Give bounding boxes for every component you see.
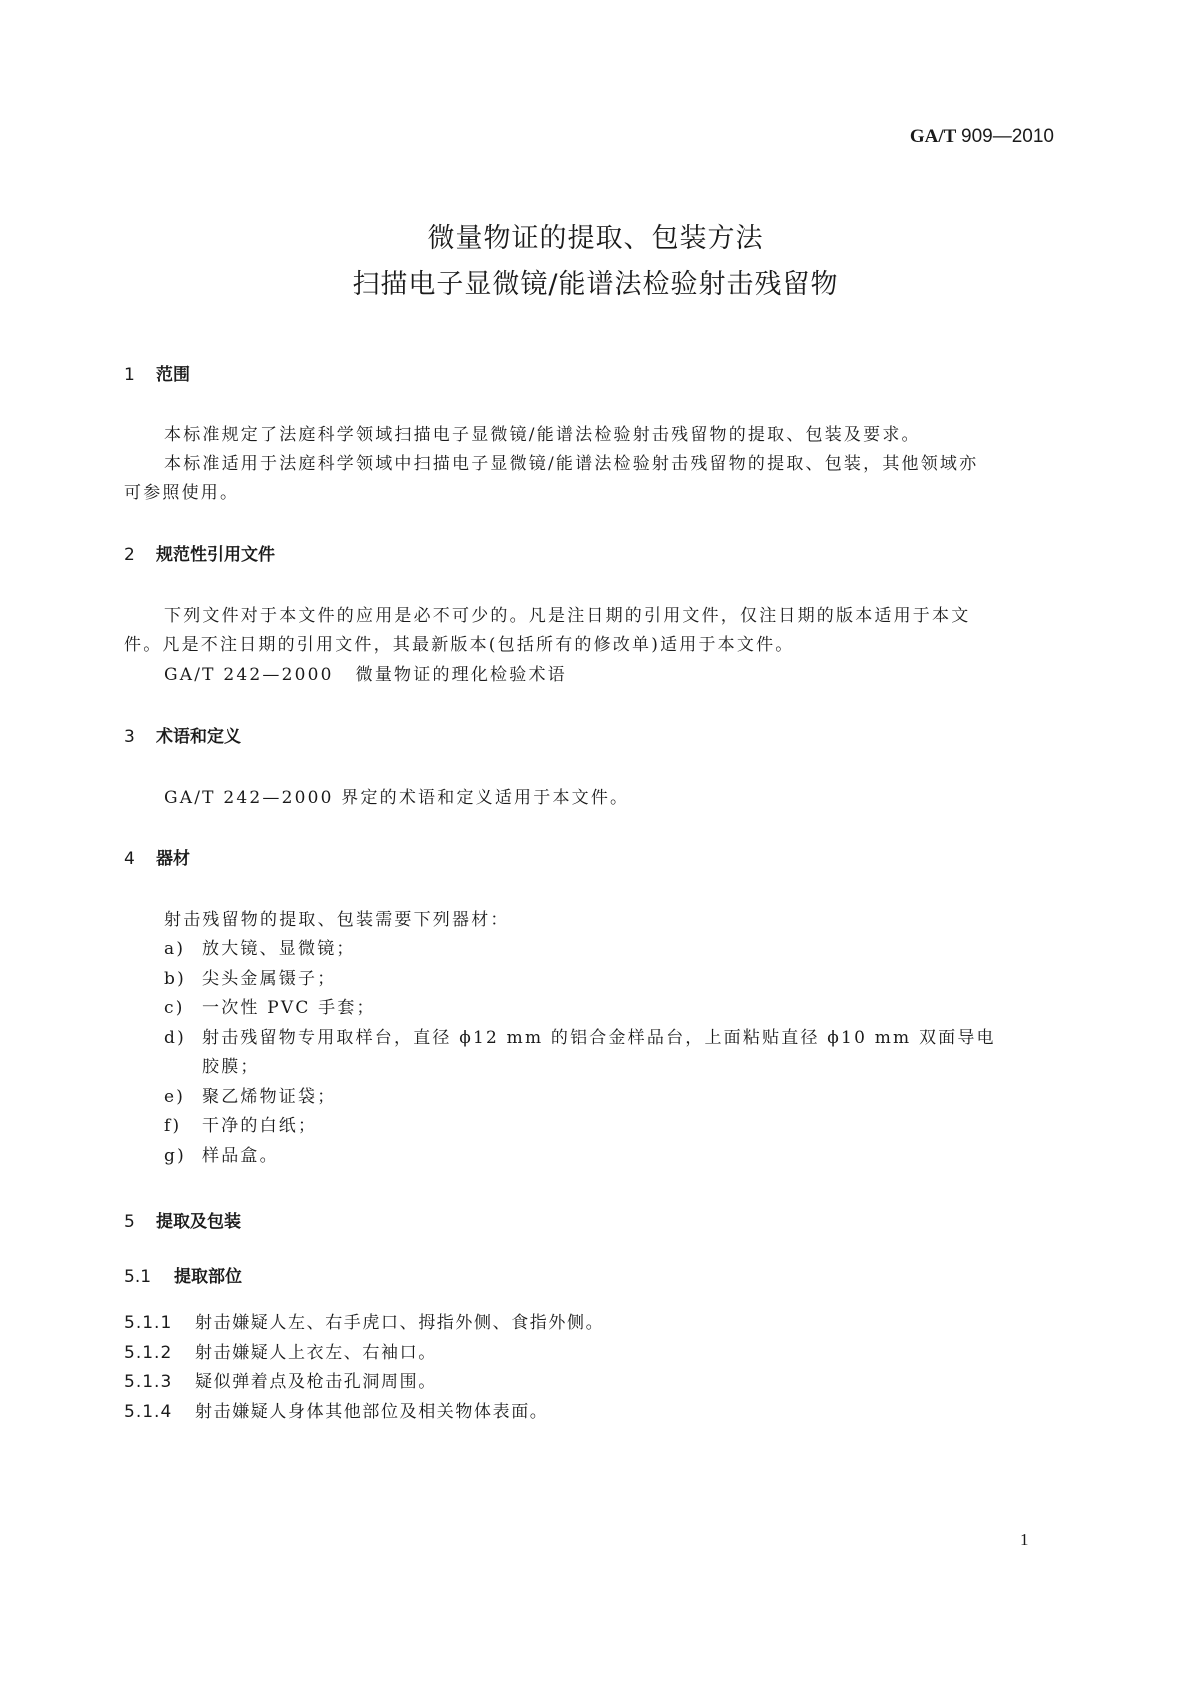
list-item	[164, 1023, 996, 1048]
list-label: a)	[164, 939, 186, 959]
list-item-continuation: 胶膜；	[202, 1057, 260, 1077]
section-title: 器材	[156, 849, 190, 869]
list-label: c)	[164, 998, 185, 1018]
list-label: e)	[164, 1087, 186, 1107]
standard-prefix: GA/T	[909, 126, 957, 147]
section-heading-1	[124, 360, 190, 385]
section-number: 4	[124, 849, 135, 869]
paragraph: 本标准规定了法庭科学领域扫描电子显微镜/能谱法检验射击残留物的提取、包装及要求。	[164, 425, 921, 445]
list-item	[164, 964, 336, 989]
subsection-number: 5.1	[124, 1267, 152, 1287]
section-title: 范围	[156, 365, 190, 385]
list-item	[164, 993, 376, 1018]
clause-number: 5.1.2	[124, 1343, 173, 1363]
clause-5-1-3	[124, 1367, 437, 1392]
list-item	[164, 1082, 336, 1107]
section-number: 1	[124, 365, 135, 385]
normative-reference	[164, 660, 567, 685]
paragraph: 射击残留物的提取、包装需要下列器材：	[164, 910, 510, 930]
section-number: 5	[124, 1212, 135, 1232]
clause-number: 5.1.3	[124, 1372, 173, 1392]
section-title: 提取及包装	[156, 1212, 241, 1232]
list-text: 尖头金属镊子；	[202, 969, 337, 989]
paragraph-continuation: 可参照使用。	[124, 483, 240, 503]
paragraph: 本标准适用于法庭科学领域中扫描电子显微镜/能谱法检验射击残留物的提取、包装，其他领域亦	[164, 454, 979, 474]
list-text: 放大镜、显微镜；	[202, 939, 356, 959]
subsection-title: 提取部位	[174, 1267, 242, 1287]
clause-5-1-1	[124, 1308, 604, 1333]
standard-code	[910, 126, 1054, 148]
list-text: 样品盒。	[202, 1146, 279, 1166]
subsection-heading-5-1	[124, 1262, 242, 1287]
clause-text: 射击嫌疑人上衣左、右袖口。	[195, 1343, 437, 1363]
clause-5-1-4	[124, 1397, 548, 1422]
section-heading-3	[124, 722, 241, 747]
clause-text: 射击嫌疑人左、右手虎口、拇指外侧、食指外侧。	[195, 1313, 605, 1333]
clause-5-1-2	[124, 1338, 437, 1363]
clause-text: 疑似弹着点及枪击孔洞周围。	[195, 1372, 437, 1392]
list-item	[164, 934, 356, 959]
paragraph: GA/T 242—2000 界定的术语和定义适用于本文件。	[164, 788, 630, 808]
list-label: d)	[164, 1028, 186, 1048]
paragraph: 下列文件对于本文件的应用是必不可少的。凡是注日期的引用文件，仅注日期的版本适用于本文	[164, 606, 971, 626]
section-heading-4	[124, 844, 190, 869]
list-label: g)	[164, 1146, 186, 1166]
section-number: 2	[124, 545, 135, 565]
list-item	[164, 1141, 279, 1166]
list-text: 一次性 PVC 手套；	[202, 998, 376, 1018]
list-text: 聚乙烯物证袋；	[202, 1087, 337, 1107]
list-item	[164, 1111, 317, 1136]
list-text: 射击残留物专用取样台，直径 ϕ12 mm 的铝合金样品台，上面粘贴直径 ϕ10 mm 双面导电	[202, 1028, 996, 1048]
reference-code: GA/T 242—2000	[164, 665, 334, 685]
clause-text: 射击嫌疑人身体其他部位及相关物体表面。	[195, 1402, 549, 1422]
section-heading-2	[124, 540, 275, 565]
clause-number: 5.1.1	[124, 1313, 173, 1333]
list-label: b)	[164, 969, 186, 989]
section-title: 术语和定义	[156, 727, 241, 747]
paragraph-continuation: 件。凡是不注日期的引用文件，其最新版本(包括所有的修改单)适用于本文件。	[124, 635, 795, 655]
list-label: f)	[164, 1116, 182, 1136]
section-title: 规范性引用文件	[156, 545, 275, 565]
standard-number: 909—2010	[961, 126, 1054, 147]
section-heading-5	[124, 1207, 241, 1232]
section-number: 3	[124, 727, 135, 747]
document-title-line1: 微量物证的提取、包装方法	[427, 223, 764, 254]
document-title-line2: 扫描电子显微镜/能谱法检验射击残留物	[352, 269, 839, 300]
page-number: 1	[1020, 1530, 1029, 1549]
clause-number: 5.1.4	[124, 1402, 173, 1422]
list-text: 干净的白纸；	[202, 1116, 318, 1136]
reference-title: 微量物证的理化检验术语	[355, 665, 567, 685]
